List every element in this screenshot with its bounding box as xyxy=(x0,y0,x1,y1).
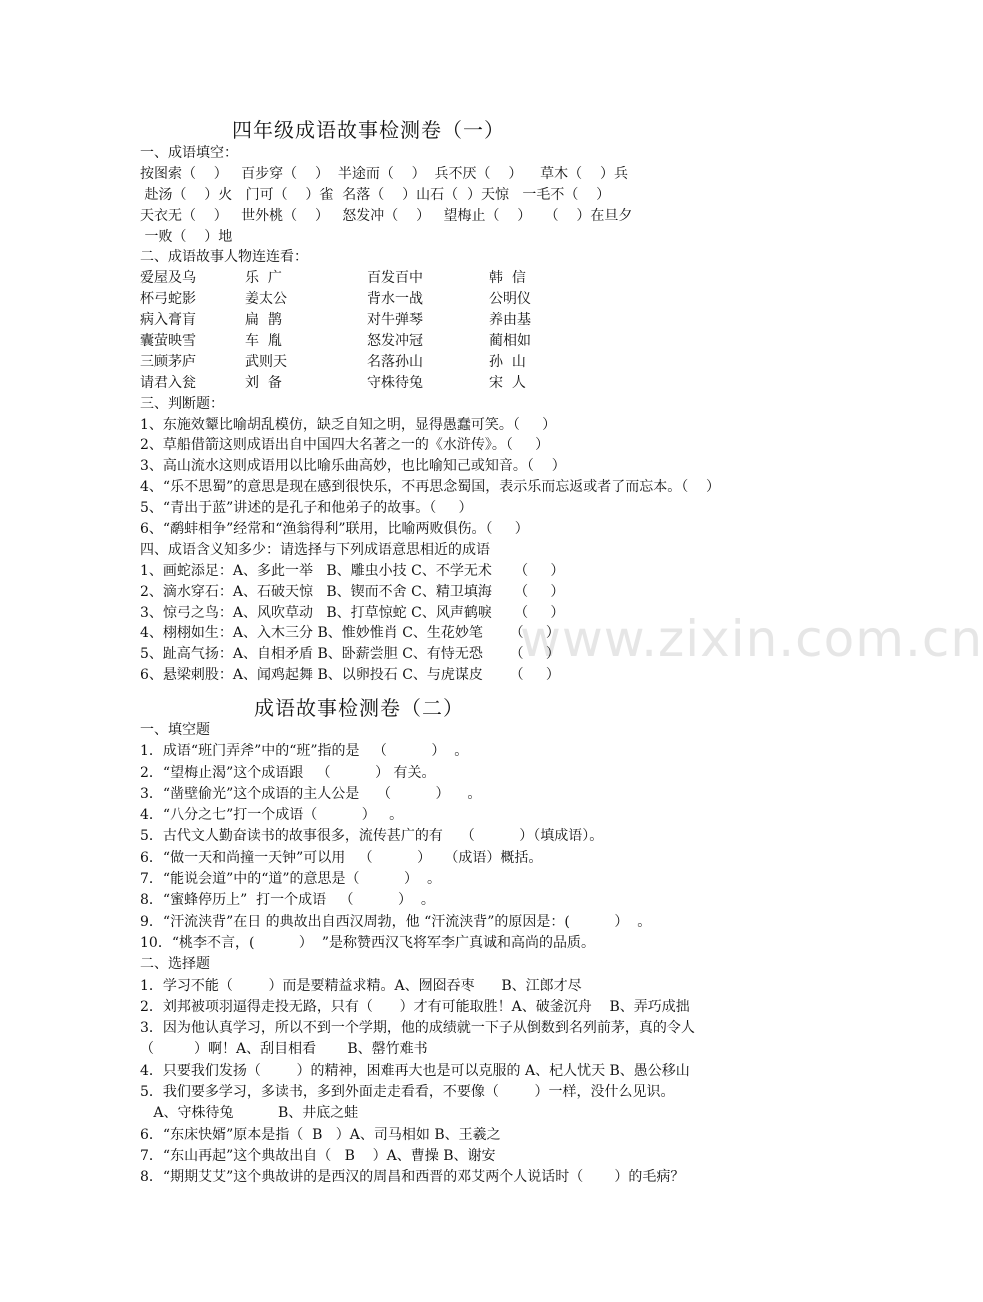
choice-item: 5．我们要多学习，多读书，多到外面走走看看，不要像（ ）一样，没什么见识。 xyxy=(140,1084,675,1101)
idiom-cell: 怒发冲冠 xyxy=(367,333,423,350)
fill-blank-item: 10．“桃李不言，( ） ”是称赞西汉飞将军李广真诚和高尚的品质。 xyxy=(140,934,595,951)
judgment-item: 3、高山流水这则成语用以比喻乐曲高妙，也比喻知己或知音。（ ） xyxy=(140,458,566,475)
person-cell: 车 胤 xyxy=(245,333,282,350)
judgment-item: 6、“鹬蚌相争”经常和“渔翁得利”联用，比喻两败俱伤。（ ） xyxy=(140,521,529,538)
person-cell: 养由基 xyxy=(489,312,531,329)
section-heading: 三、判断题： xyxy=(140,395,224,412)
paper-2-title: 成语故事检测卷（二） xyxy=(254,696,464,720)
fill-blank-item: 5．古代文人勤奋读书的故事很多，流传甚广的有 （ ）（填成语）。 xyxy=(140,828,604,845)
idiom-cell: 爱屋及乌 xyxy=(140,270,196,287)
person-cell: 宋 人 xyxy=(489,374,526,391)
paper-2-body xyxy=(140,720,820,1189)
choice-item: 6、悬梁刺股：A、闻鸡起舞 B、以卵投石 C、与虎谋皮 （ ） xyxy=(140,667,560,684)
choice-item: 3、惊弓之鸟：A、风吹草动 B、打草惊蛇 C、风声鹤唳 （ ） xyxy=(140,604,565,621)
choice-item: 8．“期期艾艾”这个典故讲的是西汉的周昌和西晋的邓艾两个人说话时（ ）的毛病？ xyxy=(140,1169,685,1186)
choice-item: （ ）啊！A、刮目相看 B、罄竹难书 xyxy=(140,1041,428,1058)
person-cell: 公明仪 xyxy=(489,291,531,308)
fill-blank-item: 8．“蜜蜂停历上” 打一个成语 （ ） 。 xyxy=(140,892,435,909)
choice-item: 2．刘邦被项羽逼得走投无路，只有（ ）才有可能取胜！A、破釜沉舟 B、弄巧成拙 xyxy=(140,998,690,1015)
idiom-cell: 背水一战 xyxy=(367,291,423,308)
matching-row xyxy=(140,268,810,289)
fill-blank-item: 2．“望梅止渴”这个成语跟 （ ） 有关。 xyxy=(140,764,436,781)
idiom-cell: 病入膏肓 xyxy=(140,312,196,329)
choice-item: 4．只要我们发扬（ ）的精神，困难再大也是可以克服的 A、杞人忧天 B、愚公移山 xyxy=(140,1062,690,1079)
judgment-item: 2、草船借箭这则成语出自中国四大名著之一的《水浒传》。（ ） xyxy=(140,437,550,454)
choice-item: 5、趾高气扬：A、自相矛盾 B、卧薪尝胆 C、有恃无恐 （ ） xyxy=(140,646,560,663)
watermark: www.zixin.com.cn xyxy=(520,610,983,668)
idiom-cell: 囊萤映雪 xyxy=(140,333,196,350)
fill-blank-line: 赴汤（ ）火 门可（ ）雀 名落（ ）山石（ ）天惊 一毛不（ ） xyxy=(140,186,611,203)
section-heading: 一、填空题 xyxy=(140,722,210,738)
choice-item: A、守株待兔 B、井底之蛙 xyxy=(140,1105,359,1122)
section-heading: 四、成语含义知多少：请选择与下列成语意思相近的成语 xyxy=(140,541,490,558)
matching-row xyxy=(140,373,810,394)
judgment-item: 4、“乐不思蜀”的意思是现在感到很快乐，不再思念蜀国，表示乐而忘返或者了而忘本。（ ） xyxy=(140,479,721,496)
choice-item: 3．因为他认真学习，所以不到一个学期，他的成绩就一下子从倒数到名列前茅，真的令人 xyxy=(140,1020,695,1037)
judgment-item: 1、东施效颦比喻胡乱模仿，缺乏自知之明，显得愚蠢可笑。（ ） xyxy=(140,416,557,433)
fill-blank-line: 天衣无（ ） 世外桃（ ） 怒发冲（ ） 望梅止（ ） （ ）在旦夕 xyxy=(140,207,633,224)
idiom-cell: 三顾茅庐 xyxy=(140,353,196,370)
person-cell: 扁 鹊 xyxy=(245,312,282,329)
section-heading: 一、成语填空： xyxy=(140,145,238,161)
idiom-cell: 请君入瓮 xyxy=(140,374,196,391)
person-cell: 蔺相如 xyxy=(489,333,531,350)
matching-row xyxy=(140,289,810,310)
idiom-cell: 名落孙山 xyxy=(367,353,423,370)
choice-item: 1．学习不能（ ）而是要精益求精。A、囫囵吞枣 B、江郎才尽 xyxy=(140,977,582,994)
fill-blank-line: 一败（ ）地 xyxy=(140,228,233,245)
section-heading: 二、成语故事人物连连看： xyxy=(140,249,308,266)
choice-item: 7．“东山再起”这个典故出自（ B ）A、曹操 B、谢安 xyxy=(140,1147,496,1164)
person-cell: 姜太公 xyxy=(245,291,287,308)
choice-item: 2、滴水穿石：A、石破天惊 B、锲而不舍 C、精卫填海 （ ） xyxy=(140,583,565,600)
person-cell: 孙 山 xyxy=(489,353,526,370)
choice-item: 4、栩栩如生：A、入木三分 B、惟妙惟肖 C、生花妙笔 （ ） xyxy=(140,625,560,642)
choice-item: 1、画蛇添足：A、多此一举 B、雕虫小技 C、不学无术 （ ） xyxy=(140,562,565,579)
idiom-cell: 百发百中 xyxy=(367,270,423,287)
idiom-cell: 守株待兔 xyxy=(367,374,423,391)
fill-blank-item: 6．“做一天和尚撞一天钟”可以用 （ ） （成语）概括。 xyxy=(140,849,543,866)
matching-row xyxy=(140,352,810,373)
fill-blank-item: 7．“能说会道”中的“道”的意思是（ ） 。 xyxy=(140,871,441,888)
person-cell: 武则天 xyxy=(245,353,287,370)
judgment-item: 5、“青出于蓝”讲述的是孔子和他弟子的故事。（ ） xyxy=(140,500,473,517)
fill-blank-item: 3．“凿壁偷光”这个成语的主人公是 （ ） 。 xyxy=(140,785,482,802)
fill-blank-line: 按图索（ ） 百步穿（ ） 半途而（ ） 兵不厌（ ） 草木（ ）兵 xyxy=(140,165,628,182)
idiom-cell: 对牛弹琴 xyxy=(367,312,423,329)
section-heading: 二、选择题 xyxy=(140,956,210,973)
choice-item: 6．“东床快婿”原本是指（ B ）A、司马相如 B、王羲之 xyxy=(140,1126,501,1143)
person-cell: 乐 广 xyxy=(245,270,282,287)
idiom-cell: 杯弓蛇影 xyxy=(140,291,196,308)
paper-1-body xyxy=(140,143,810,686)
fill-blank-item: 4．“八分之七”打一个成语（ ） 。 xyxy=(140,807,404,824)
fill-blank-item: 1．成语“班门弄斧”中的“班”指的是 （ ） 。 xyxy=(140,743,469,760)
matching-row xyxy=(140,310,810,331)
person-cell: 刘 备 xyxy=(245,374,282,391)
matching-row xyxy=(140,331,810,352)
fill-blank-item: 9．“汗流浃背”在日 的典故出自西汉周勃，他 “汗流浃背”的原因是：( ） 。 xyxy=(140,913,652,930)
paper-1-title: 四年级成语故事检测卷（一） xyxy=(232,118,505,142)
person-cell: 韩 信 xyxy=(489,270,526,287)
